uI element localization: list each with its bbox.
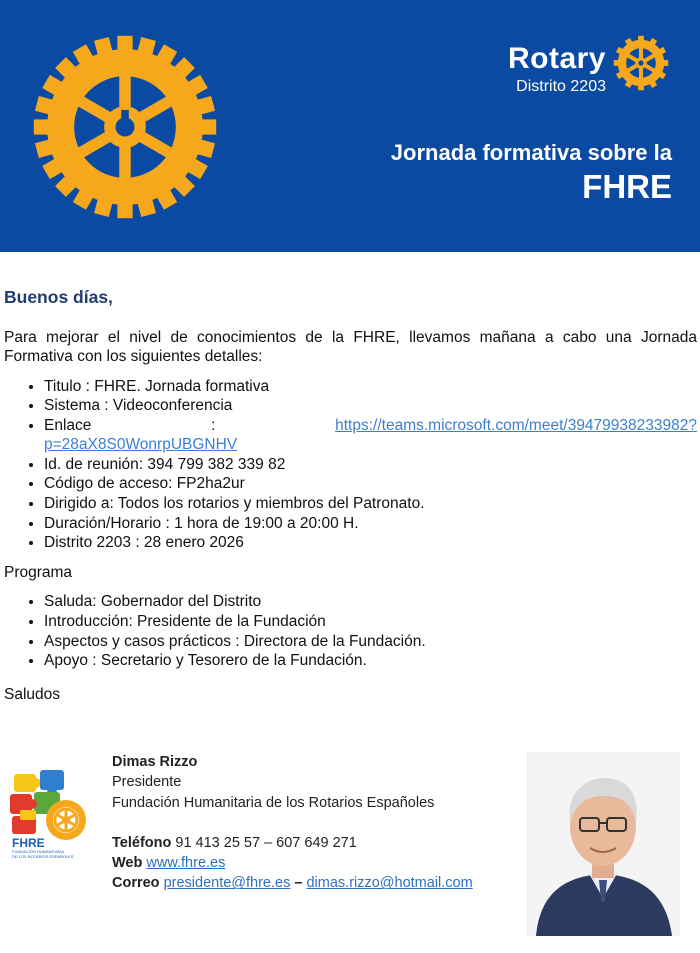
logo-subtext: DE LOS ROTARIOS ESPAÑOLES bbox=[12, 854, 74, 859]
programa-item: • Introducción: Presidente de la Fundación bbox=[44, 612, 697, 632]
detail-sistema: • Sistema : Videoconferencia bbox=[44, 396, 697, 416]
detail-dirigido: • Dirigido a: Todos los rotarios y miembros del Patronato. bbox=[44, 494, 697, 514]
header-banner bbox=[0, 0, 700, 252]
mail-label: Correo bbox=[112, 875, 160, 892]
mail-line bbox=[112, 873, 473, 893]
meeting-link-continuation[interactable]: p=28aX8S0WonrpUBGNHV bbox=[44, 436, 238, 454]
portrait-photo bbox=[526, 752, 680, 936]
logo-subtext: FUNDACIÓN HUMANITARIA bbox=[12, 849, 65, 854]
detail-distrito: • Distrito 2203 : 28 enero 2026 bbox=[44, 533, 697, 553]
greeting: Buenos días, bbox=[4, 287, 113, 307]
phone-number: 91 413 25 57 – 607 649 271 bbox=[175, 834, 357, 851]
web-link[interactable]: www.fhre.es bbox=[146, 855, 226, 872]
web-label: Web bbox=[112, 855, 143, 872]
mail-link-personal[interactable]: dimas.rizzo@hotmail.com bbox=[306, 875, 473, 892]
programa-item: • Aspectos y casos prácticos : Directora de la Fundación. bbox=[44, 632, 697, 652]
signer-role: Presidente bbox=[112, 774, 182, 791]
details-list bbox=[44, 377, 697, 553]
mail-link-presidente[interactable]: presidente@fhre.es bbox=[163, 875, 291, 892]
web-line bbox=[112, 853, 473, 873]
rotary-brand bbox=[470, 34, 670, 94]
signer-org: Fundación Humanitaria de los Rotarios Españoles bbox=[112, 794, 435, 811]
banner-title-emphasis: FHRE bbox=[582, 168, 672, 205]
programa-list bbox=[44, 592, 697, 670]
detail-enlace bbox=[44, 416, 697, 455]
phone-label: Teléfono bbox=[112, 834, 172, 851]
banner-title: Jornada formativa sobre la bbox=[390, 140, 672, 165]
phone-line bbox=[112, 833, 473, 853]
email-body bbox=[4, 288, 697, 704]
detail-id-reunion: • Id. de reunión: 394 799 382 339 82 bbox=[44, 455, 697, 475]
signature-block bbox=[112, 752, 473, 894]
programa-item: • Apoyo : Secretario y Tesorero de la Fundación. bbox=[44, 651, 697, 671]
district-label: Distrito 2203 bbox=[516, 78, 606, 95]
enlace-separator: : bbox=[211, 416, 216, 434]
detail-codigo: • Código de acceso: FP2ha2ur bbox=[44, 474, 697, 494]
closing: Saludos bbox=[4, 685, 61, 703]
mail-separator: – bbox=[294, 875, 303, 892]
brand-name: Rotary bbox=[507, 42, 606, 75]
meeting-link[interactable]: https://teams.microsoft.com/meet/39479938233982? bbox=[335, 416, 697, 434]
person-portrait-icon bbox=[526, 752, 680, 936]
rotary-wheel-icon bbox=[612, 34, 670, 92]
programa-item: • Saluda: Gobernador del Distrito bbox=[44, 592, 697, 612]
programa-heading: Programa bbox=[4, 563, 73, 581]
rotary-wheel-icon bbox=[30, 32, 220, 222]
puzzle-logo-icon bbox=[8, 768, 94, 860]
detail-duracion: • Duración/Horario : 1 hora de 19:00 a 20:00 H. bbox=[44, 514, 697, 534]
enlace-label: • Enlace bbox=[44, 416, 92, 434]
signer-name: Dimas Rizzo bbox=[112, 754, 198, 770]
detail-titulo: • Titulo : FHRE. Jornada formativa bbox=[44, 377, 697, 397]
intro-paragraph: Para mejorar el nivel de conocimientos de la FHRE, llevamos mañana a cabo una Jornada Formativa con los siguientes detalles: bbox=[4, 328, 697, 365]
logo-text: FHRE bbox=[12, 836, 45, 850]
